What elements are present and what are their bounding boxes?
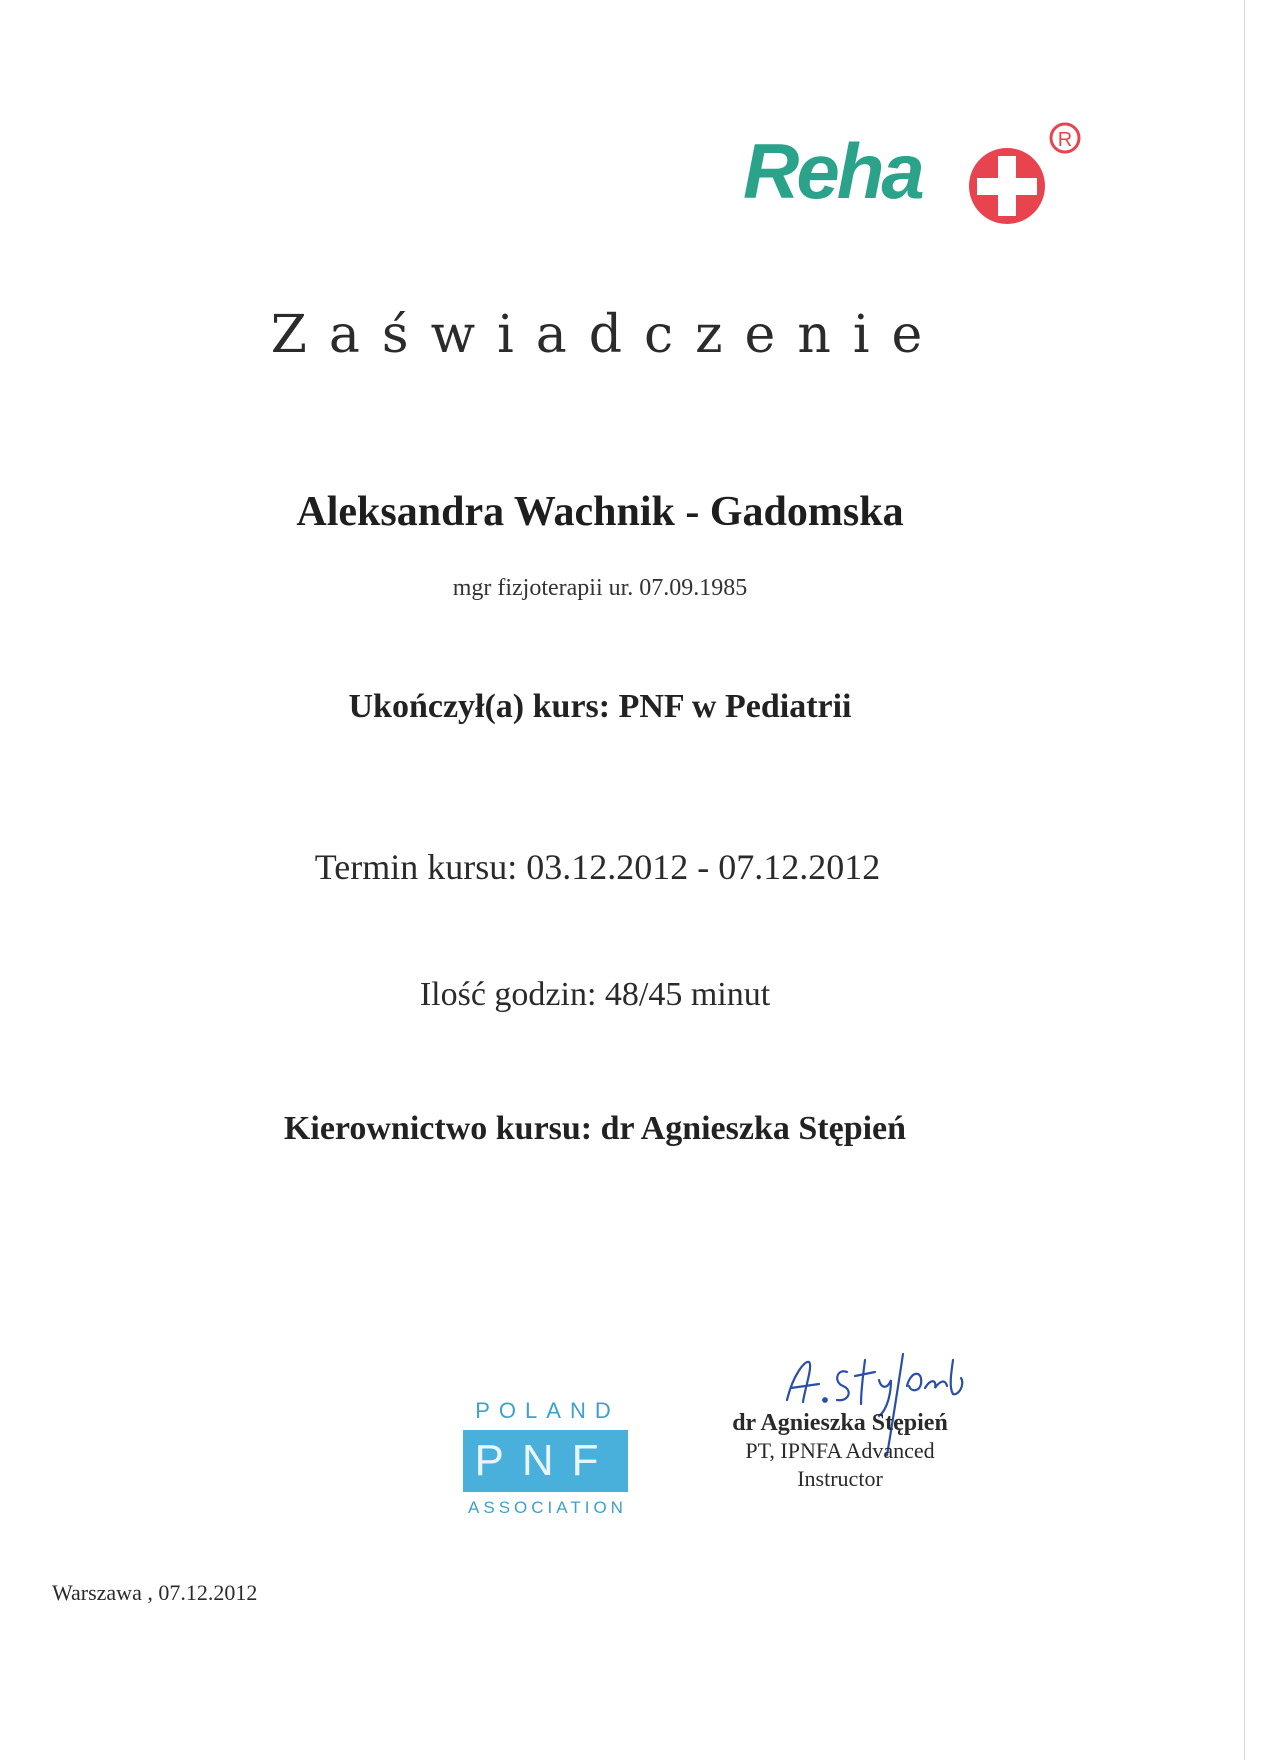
pnf-logo-top-text: POLAND [475,1398,620,1423]
signer-block [690,1410,990,1493]
degree-birthdate: mgr fizjoterapii ur. 07.09.1985 [452,575,748,601]
pnf-logo-bottom-text: ASSOCIATION [468,1498,627,1517]
place-and-date: Warszawa , 07.12.2012 [52,1580,258,1605]
scan-edge-line [1244,0,1245,1760]
pnf-logo-center-text: PNF [463,1430,628,1492]
recipient-name: Aleksandra Wachnik - Gadomska [296,489,904,535]
signer-role: PT, IPNFA Advanced [745,1438,935,1463]
course-term: Termin kursu: 03.12.2012 - 07.12.2012 [314,847,881,887]
course-name: Ukończył(a) kurs: PNF w Pediatrii [348,688,852,725]
course-hours: Ilość godzin: 48/45 minut [419,976,771,1013]
signer-name: dr Agnieszka Stępień [732,1410,948,1436]
reha-logo [735,118,1090,228]
poland-pnf-association-logo [455,1398,640,1528]
svg-text:R: R [1057,129,1073,151]
reha-logo-text: Reha [743,127,922,215]
course-director: Kierownictwo kursu: dr Agnieszka Stępień [283,1110,907,1147]
certificate-title: Zaświadczenie [270,305,945,365]
signer-title: Instructor [797,1466,883,1491]
